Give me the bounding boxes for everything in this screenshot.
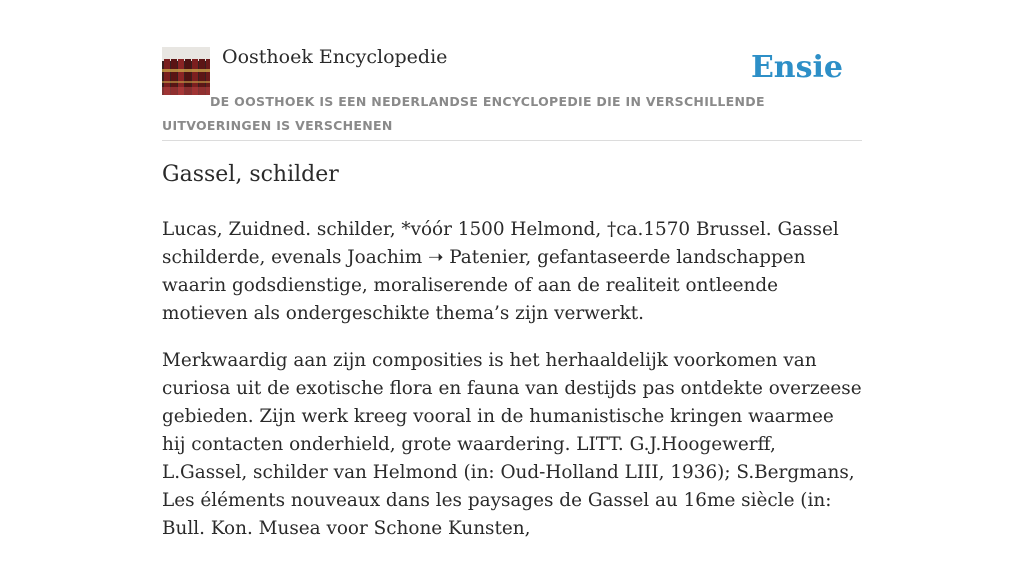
ensie-logo[interactable]: Ensie <box>750 50 843 85</box>
book-spines-avatar-icon[interactable] <box>162 47 210 95</box>
article-paragraph: Merkwaardig aan zijn composities is het herhaaldelijk voorkomen van curiosa uit de exotische flora en fauna van destijds pas ontdekte overzeese gebieden. Zijn werk kreeg vooral in de humanistische kringen waarmee hij contacten onderhield, grote waardering. LITT. G.J.Hoogewerff, L.Gassel, schilder van Helmond (in: Oud-Holland LIII, 1936); S.Bergmans, Les éléments nouveaux dans les paysages de Gassel au 16me siècle (in: Bull. Kon. Musea voor Schone Kunsten, <box>162 350 862 539</box>
article-body <box>162 216 862 562</box>
site-header <box>162 44 862 141</box>
article-paragraph: Lucas, Zuidned. schilder, *vóór 1500 Helmond, †ca.1570 Brussel. Gassel schilderde, evenals Joachim ➝ Patenier, gefantaseerde landschappen waarin godsdienstige, moraliserende of aan de realiteit ontleende motieven als ondergeschikte thema’s zijn verwerkt. <box>162 219 839 324</box>
site-title[interactable]: Oosthoek Encyclopedie <box>222 46 448 68</box>
article-title: Gassel, schilder <box>162 162 339 187</box>
site-tagline: DE OOSTHOEK IS EEN NEDERLANDSE ENCYCLOPEDIE DIE IN VERSCHILLENDE UITVOERINGEN IS VERSCHENEN <box>162 94 765 133</box>
